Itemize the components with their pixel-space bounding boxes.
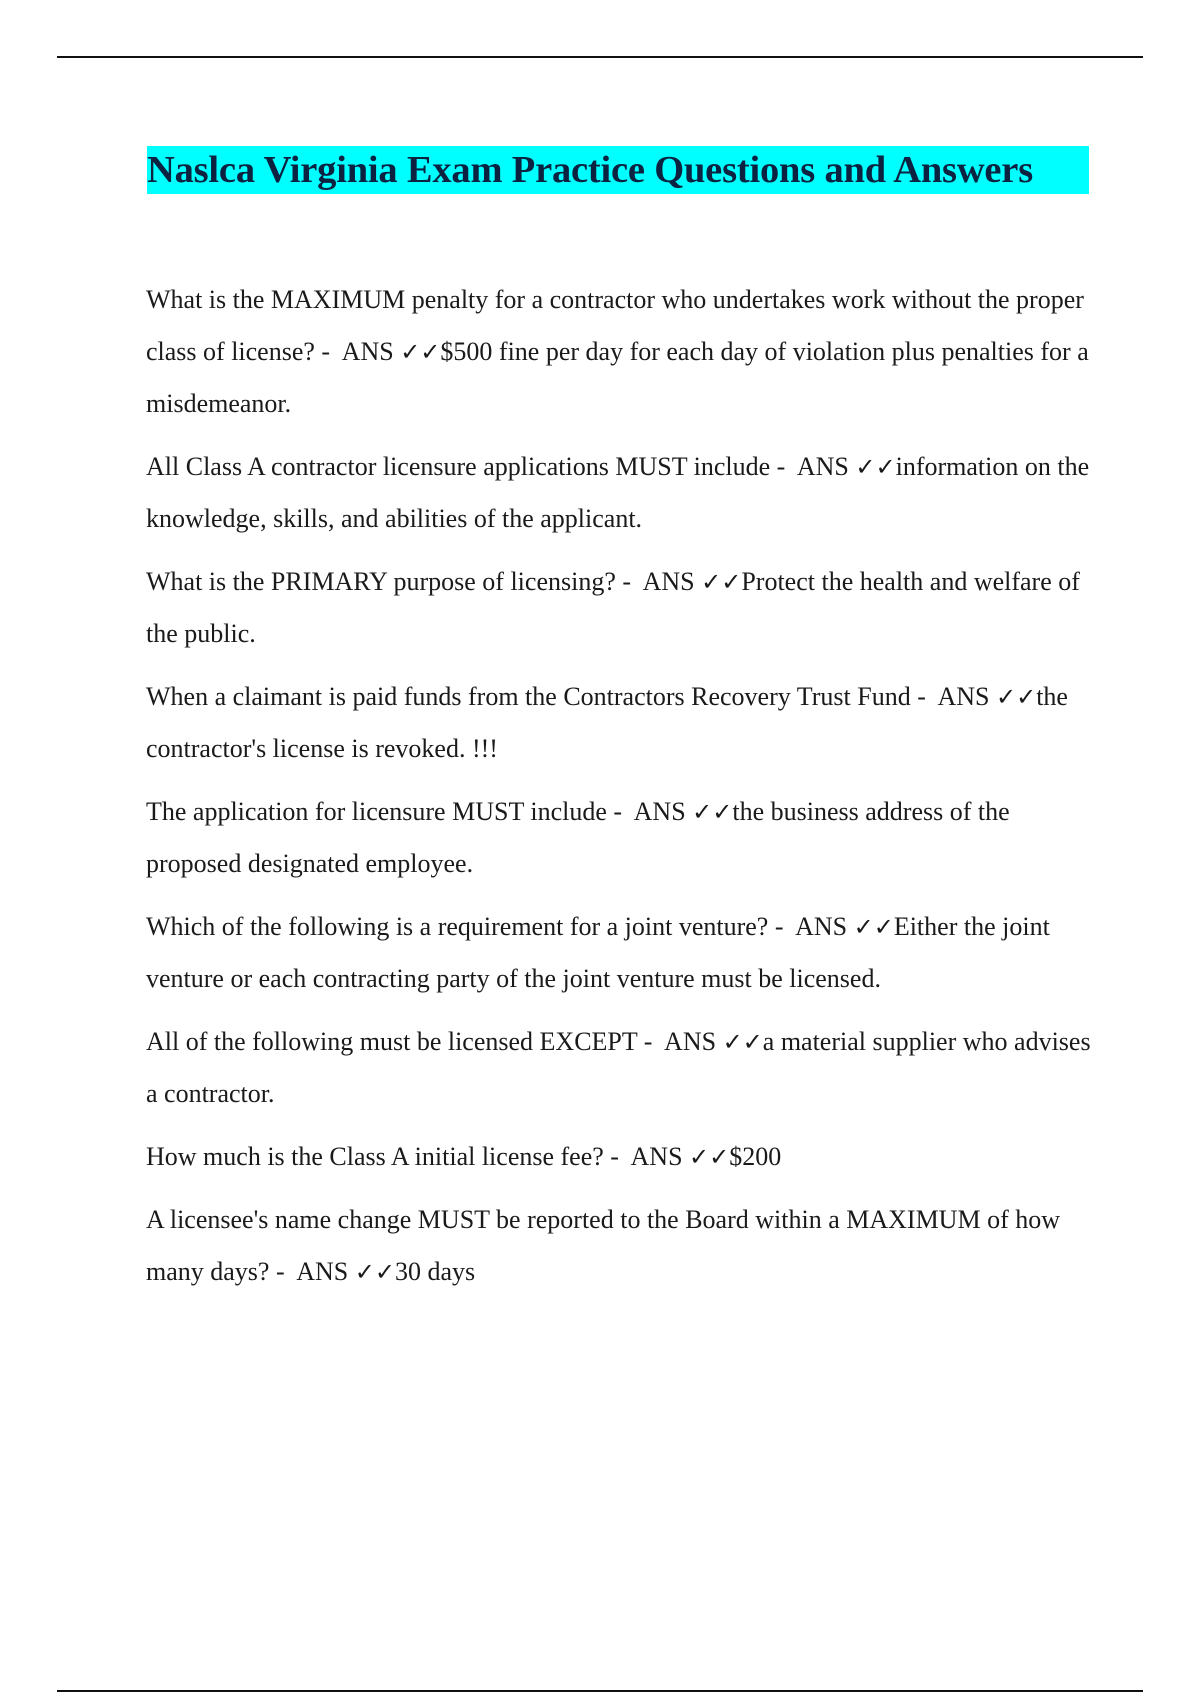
qa-item (146, 1131, 1096, 1183)
answer-prefix: ANS (341, 337, 394, 366)
question-text: What is the MAXIMUM penalty for a contractor who undertakes work without the proper class of license? - (146, 285, 1084, 366)
answer-prefix: ANS (633, 797, 686, 826)
answer-text: a material supplier who advises a contractor. (146, 1027, 1091, 1108)
check-icon: ✓✓ (692, 798, 733, 826)
answer-prefix: ANS (642, 567, 695, 596)
title-highlight (147, 146, 1089, 194)
qa-item (146, 1016, 1096, 1120)
qa-item (146, 556, 1096, 660)
question-text: All of the following must be licensed EXCEPT - (146, 1027, 653, 1056)
check-icon: ✓✓ (722, 1028, 763, 1056)
answer-text: the contractor's license is revoked. !!! (146, 682, 1068, 763)
qa-item (146, 441, 1096, 545)
top-rule (57, 56, 1143, 58)
question-text: How much is the Class A initial license fee? - (146, 1142, 619, 1171)
answer-text: Protect the health and welfare of the public. (146, 567, 1080, 648)
check-icon: ✓✓ (400, 338, 441, 366)
question-text: Which of the following is a requirement for a joint venture? - (146, 912, 784, 941)
check-icon: ✓✓ (354, 1258, 395, 1286)
check-icon: ✓✓ (855, 453, 896, 481)
answer-text: the business address of the proposed designated employee. (146, 797, 1010, 878)
check-icon: ✓✓ (701, 568, 742, 596)
question-text: When a claimant is paid funds from the Contractors Recovery Trust Fund - (146, 682, 926, 711)
qa-item (146, 901, 1096, 1005)
check-icon: ✓✓ (853, 913, 894, 941)
question-text: What is the PRIMARY purpose of licensing? - (146, 567, 632, 596)
check-icon: ✓✓ (995, 683, 1037, 711)
question-text: All Class A contractor licensure applications MUST include - (146, 452, 786, 481)
answer-prefix: ANS (795, 912, 848, 941)
qa-item (146, 786, 1096, 890)
question-text: The application for licensure MUST include - (146, 797, 623, 826)
qa-item (146, 274, 1096, 430)
answer-text: information on the knowledge, skills, and abilities of the applicant. (146, 452, 1090, 533)
qa-list (146, 274, 1096, 1309)
check-icon: ✓✓ (689, 1143, 730, 1171)
answer-text: Either the joint venture or each contracting party of the joint venture must be licensed. (146, 912, 1050, 993)
document-title: Naslca Virginia Exam Practice Questions and Answers (147, 149, 1033, 191)
answer-text: 30 days (394, 1257, 476, 1286)
question-text: A licensee's name change MUST be reported to the Board within a MAXIMUM of how many days? - (146, 1205, 1061, 1286)
answer-prefix: ANS (296, 1257, 349, 1286)
bottom-rule (57, 1690, 1143, 1692)
qa-item (146, 1194, 1096, 1298)
answer-prefix: ANS (630, 1142, 683, 1171)
answer-text: $200 (729, 1142, 782, 1171)
answer-prefix: ANS (937, 682, 990, 711)
answer-text: $500 fine per day for each day of violation plus penalties for a misdemeanor. (146, 337, 1089, 418)
answer-prefix: ANS (796, 452, 849, 481)
qa-item (146, 671, 1096, 775)
answer-prefix: ANS (664, 1027, 717, 1056)
